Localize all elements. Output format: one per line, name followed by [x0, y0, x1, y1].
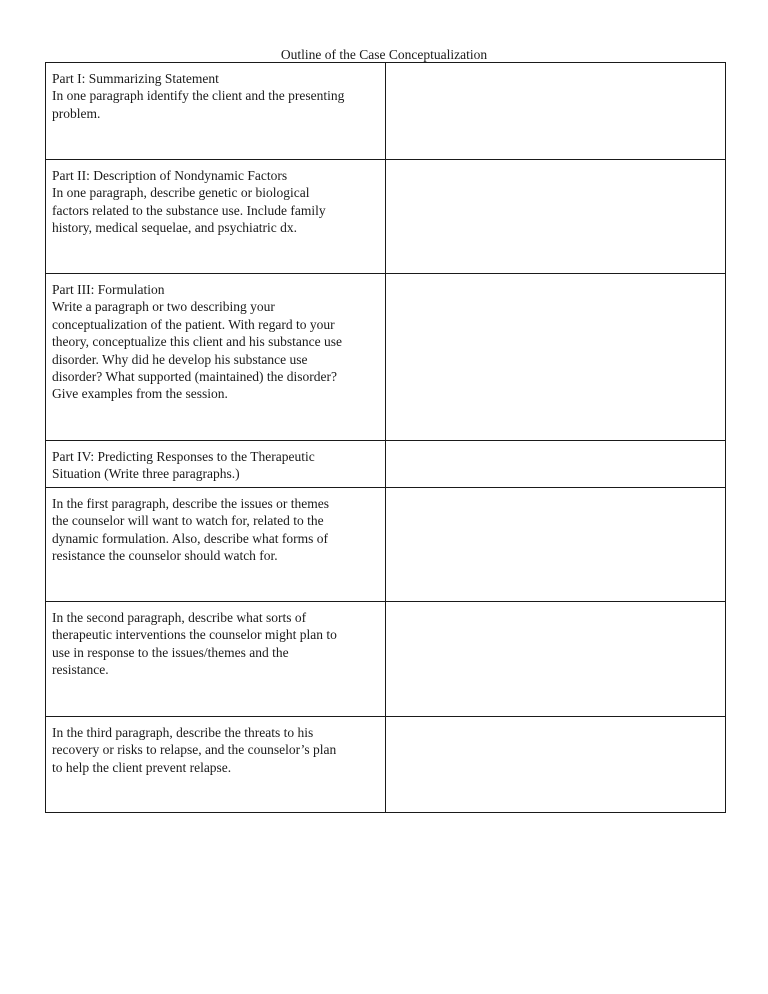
document-title: Outline of the Case Conceptualization — [280, 47, 488, 62]
prompt-line: resistance. — [52, 662, 109, 678]
prompt-line: to help the client prevent relapse. — [52, 759, 232, 775]
prompt-line: In the first paragraph, describe the issues or themes — [52, 495, 330, 511]
prompt-line: history, medical sequelae, and psychiatric dx. — [52, 220, 298, 236]
table-row-part-3 — [46, 274, 726, 441]
part-heading-line: Part IV: Predicting Responses to the Therapeutic — [52, 449, 315, 464]
table-row-part-2 — [46, 160, 726, 274]
prompt-cell — [46, 441, 386, 488]
prompt-line: resistance the counselor should watch for. — [52, 548, 278, 564]
prompt-line: In one paragraph, describe genetic or biological — [52, 185, 310, 201]
response-cell[interactable] — [386, 274, 726, 441]
part-heading: Part II: Description of Nondynamic Factors — [52, 168, 288, 183]
prompt-cell — [46, 160, 386, 274]
prompt-line: dynamic formulation. Also, describe what forms of — [52, 530, 328, 546]
prompt-line: problem. — [52, 105, 101, 121]
prompt-line: disorder. Why did he develop his substance use — [52, 351, 308, 367]
prompt-line: therapeutic interventions the counselor might plan to — [52, 627, 337, 643]
prompt-line: factors related to the substance use. Include family — [52, 202, 326, 218]
table-row-part-1 — [46, 63, 726, 160]
prompt-cell — [46, 63, 386, 160]
prompt-line: the counselor will want to watch for, related to the — [52, 513, 324, 529]
prompt-line: theory, conceptualize this client and his substance use — [52, 334, 343, 350]
table-row-paragraph-1 — [46, 487, 726, 601]
prompt-cell — [46, 716, 386, 812]
part-heading-line: Situation (Write three paragraphs.) — [52, 466, 240, 482]
prompt-line: Give examples from the session. — [52, 386, 228, 402]
response-cell[interactable] — [386, 63, 726, 160]
prompt-line: conceptualization of the patient. With regard to your — [52, 316, 335, 332]
part-heading: Part III: Formulation — [52, 282, 165, 297]
prompt-line: In one paragraph identify the client and the presenting — [52, 88, 345, 104]
prompt-cell — [46, 274, 386, 441]
prompt-line: In the second paragraph, describe what sorts of — [52, 609, 307, 625]
response-cell[interactable] — [386, 160, 726, 274]
response-cell[interactable] — [386, 487, 726, 601]
prompt-cell — [46, 601, 386, 716]
response-cell[interactable] — [386, 441, 726, 488]
prompt-line: use in response to the issues/themes and the — [52, 644, 289, 660]
prompt-line: disorder? What supported (maintained) the disorder? — [52, 369, 338, 385]
prompt-line: recovery or risks to relapse, and the counselor’s plan — [52, 742, 337, 758]
case-outline-table — [45, 62, 726, 813]
response-cell[interactable] — [386, 601, 726, 716]
prompt-cell — [46, 487, 386, 601]
response-cell[interactable] — [386, 716, 726, 812]
part-heading: Part I: Summarizing Statement — [52, 71, 219, 86]
table-row-paragraph-3 — [46, 716, 726, 812]
table-row-paragraph-2 — [46, 601, 726, 716]
prompt-line: In the third paragraph, describe the threats to his — [52, 724, 314, 740]
prompt-line: Write a paragraph or two describing your — [52, 299, 275, 315]
table-row-part-4 — [46, 441, 726, 488]
